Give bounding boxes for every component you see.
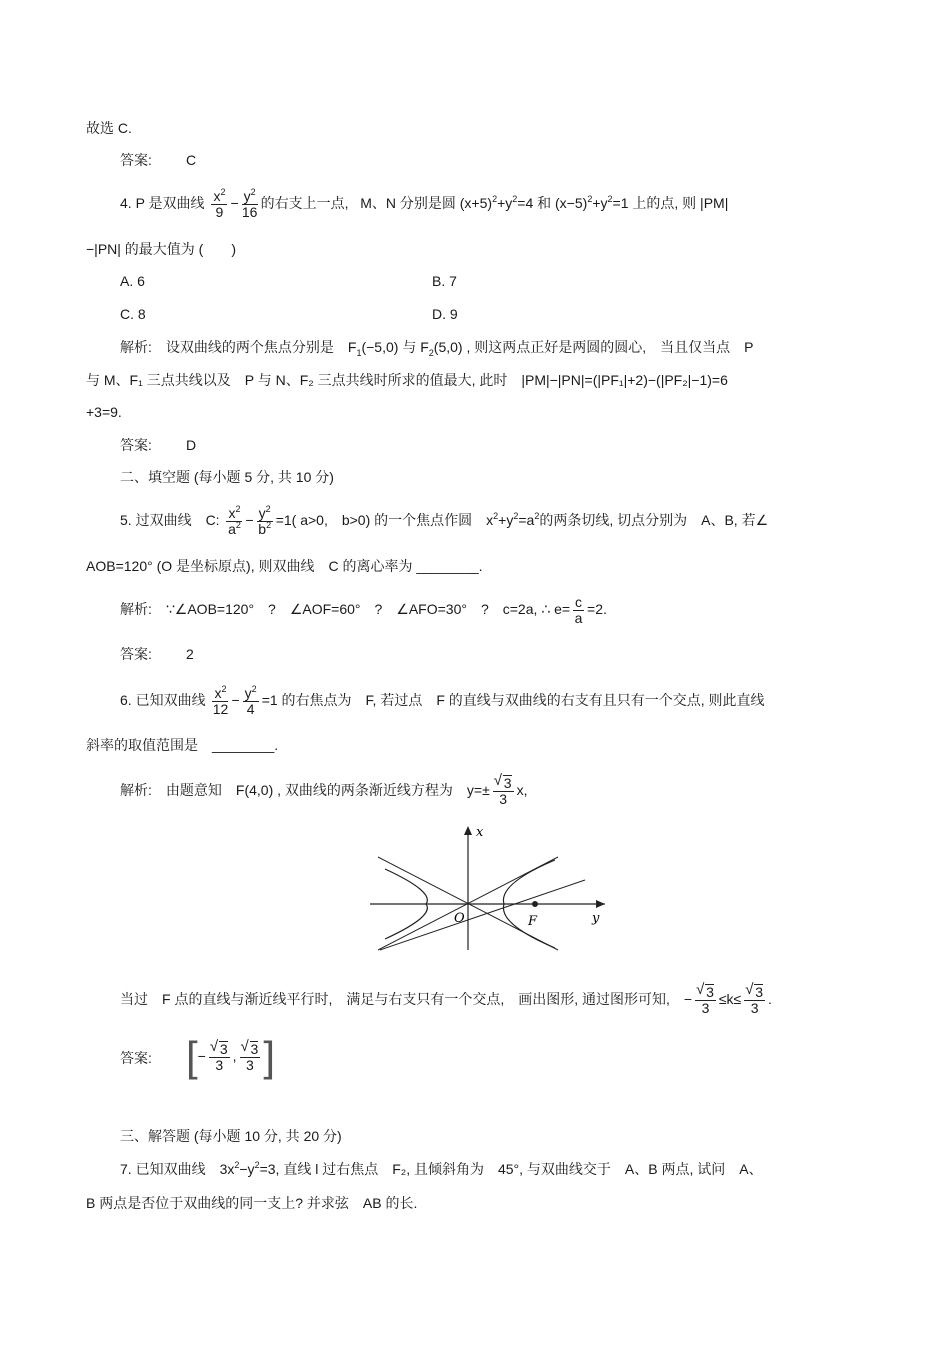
answer-label: 答案:: [120, 437, 152, 453]
solution-line: +3=9.: [86, 404, 122, 420]
hyperbola-figure: [370, 822, 610, 952]
option-c: C. 8: [120, 306, 146, 322]
origin-label: O: [454, 911, 465, 926]
answer-label: 答案:: [120, 152, 152, 168]
fraction: $\frac{y^2}{16}$: [241, 186, 258, 220]
fraction: $\frac{x^2}{9}$: [213, 186, 226, 220]
section-heading: 三、解答题 (每小题 10 分, 共 20 分): [120, 1128, 342, 1144]
option-a: A. 6: [120, 273, 145, 289]
answer-label: 答案:: [120, 646, 152, 662]
text-line: B 两点是否位于双曲线的同一支上? 并求弦 AB 的长.: [86, 1195, 418, 1211]
answer-value: 2: [186, 646, 194, 662]
x-axis-label: x: [476, 825, 484, 840]
option-d: D. 9: [432, 306, 458, 322]
text-line: AOB=120° (O 是坐标原点), 则双曲线 C 的离心率为 ________.: [86, 558, 483, 574]
fraction: $\frac{x^2}{a^2}$: [228, 503, 241, 537]
answer-label: 答案:: [120, 1050, 152, 1066]
fraction: $\frac{x^2}{12}$: [212, 683, 229, 717]
option-b: B. 7: [432, 273, 457, 289]
solution-line: 解析: 设双曲线的两个焦点分别是 $F_1(-5,0)$ 与 $F_2(5,0)$ , 则这两点正好是两圆的圆心, 当且仅当点 P: [120, 339, 754, 358]
fraction: √ $\frac{3}{3}$: [695, 984, 716, 1016]
solution-line: 与 M、F₁ 三点共线以及 P 与 N、F₂ 三点共线时所求的值最大, 此时 |PM|−|PN|=(|PF₁|+2)−(|PF₂|−1)=6: [86, 372, 728, 388]
text-line: 故选 C.: [86, 120, 132, 136]
solution-line: 解析: 由题意知 F(4,0) , 双曲线的两条渐近线方程为 y=± √ $\frac{3}{3}$ x,: [120, 768, 527, 812]
solution-line: 解析: ∵∠AOB=120° ? ∠AOF=60° ? ∠AFO=30° ? c=2a, ∴ e= $\frac{c}{a}$ =2.: [120, 593, 607, 626]
question-6: 6. 已知双曲线 $\frac{x^2}{12}$ − $\frac{y^2}{4}$ =1 的右焦点为 F, 若过点 F 的直线与双曲线的右支有且只有一个交点, 则此直线: [120, 683, 765, 717]
section-heading: 二、填空题 (每小题 5 分, 共 10 分): [120, 469, 334, 485]
answer-interval: [− √ $\frac{3}{3}$ , √ $\frac{3}{3}$ ]: [186, 1032, 275, 1080]
fraction: √ $\frac{3}{3}$: [493, 775, 514, 807]
fraction: $\frac{y^2}{b^2}$: [258, 503, 272, 537]
fraction: $\frac{c}{a}$: [574, 593, 583, 626]
question-4: 4. P 是双曲线 $\frac{x^2}{9}$ − $\frac{y^2}{16}$ 的右支上一点, M、N 分别是圆 $(x+5)^2+y^2=4$ 和 $(x-5)^2+y^2=1$ 上的点, 则 |PM|: [120, 186, 729, 220]
focus-label: F: [528, 914, 538, 929]
answer-value: D: [186, 437, 197, 453]
fraction: √ $\frac{3}{3}$: [240, 1041, 261, 1073]
text-line: 斜率的取值范围是 ________.: [86, 737, 279, 753]
answer-value: C: [186, 152, 197, 168]
question-7: 7. 已知双曲线 $3x^2-y^2=3$, 直线 l 过右焦点 F₂, 且倾斜角为 45°, 与双曲线交于 A、B 两点, 试问 A、: [120, 1160, 763, 1177]
fraction: √ $\frac{3}{3}$: [209, 1041, 230, 1073]
text-line: −|PN| 的最大值为 ( ): [86, 241, 237, 257]
fraction: $\frac{y^2}{4}$: [244, 683, 257, 717]
fraction: √ $\frac{3}{3}$: [744, 984, 765, 1016]
question-5: 5. 过双曲线 C: $\frac{x^2}{a^2}$ − $\frac{y^2}{b^2}$ =1( a>0, b>0) 的一个焦点作圆 $x^2+y^2=a^2$的两条切线, 切点分别为 A、B, 若∠: [120, 503, 769, 537]
y-axis-label: y: [592, 911, 600, 926]
solution-line: 当过 F 点的直线与渐近线平行时, 满足与右支只有一个交点, 画出图形, 通过图形可知, − √ $\frac{3}{3}$ ≤k≤ √ $\frac{3}{3}$ .: [120, 977, 772, 1021]
